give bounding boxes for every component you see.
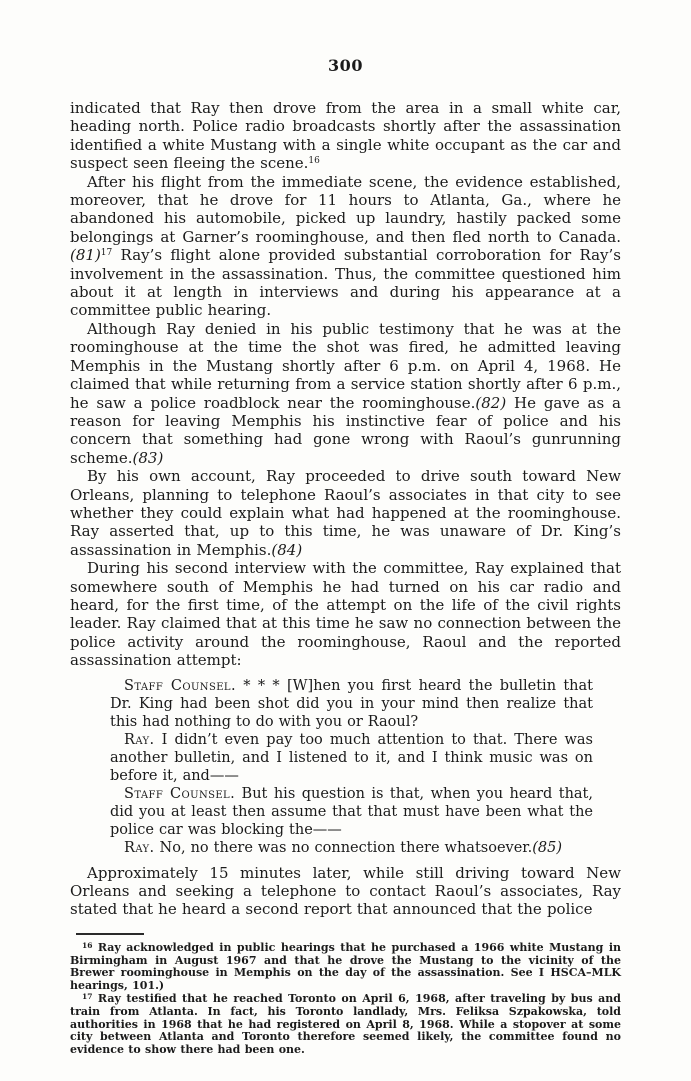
paragraph-drive-to-new-orleans xyxy=(70,467,621,559)
paragraph-text: By his own account, Ray proceeded to drive south toward New Orleans, planning to telephone Raoul’s associates in that city to see whether they could explain what had happened at the roominghouse. Ray asserted that, up to this time, he was unaware of Dr. King’s assassination in Memphis. xyxy=(70,467,621,559)
paragraph-second-interview xyxy=(70,559,621,669)
quote-text: * * * [W]hen you first heard the bulletin that Dr. King had been shot did you in your mind then realize that this had nothing to do with you or Raoul? xyxy=(110,677,593,730)
speaker-label: Staff Counsel. xyxy=(124,677,236,694)
page-number: 300 xyxy=(328,56,363,75)
quote-text: I didn’t even pay too much attention to that. There was another bulletin, and I listened to it, and I think music was on before it, and—— xyxy=(110,731,593,784)
citation-ref-84: (84) xyxy=(271,540,303,559)
quote-ray-answer-2 xyxy=(110,839,593,857)
paragraph-fifteen-minutes-later xyxy=(70,864,621,919)
footnote-16 xyxy=(70,942,621,993)
paragraph-denied-testimony xyxy=(70,320,621,467)
paragraph-text: indicated that Ray then drove from the area in a small white car, heading north. Police radio broadcasts shortly after the assassination identified a white Mustang with a single white occupant as the car and suspect seen fleeing the scene. xyxy=(70,99,621,173)
footnote-16-marker: 16 xyxy=(82,940,93,950)
speaker-label: Ray. xyxy=(124,839,155,856)
paragraph-text: After his flight from the immediate scene, the evidence established, moreover, that he drove for 11 hours to Atlanta, Ga., where he abandoned his automobile, picked up laundry, hastily packed some belongings at Garner’s roominghouse, and then fled north to Canada. xyxy=(70,172,621,246)
citation-ref-85: (85) xyxy=(532,839,563,856)
quote-staff-counsel-question-2 xyxy=(110,785,593,839)
paragraph-continued-from-previous-page xyxy=(70,99,621,173)
paragraph-text: Although Ray denied in his public testimony that he was at the roominghouse at the time the shot was fired, he admitted leaving Memphis in the Mustang shortly after 6 p.m. on April 4, 1968. He claimed that while returning from a service station shortly after 6 p.m., he saw a police roadblock near the roominghouse. xyxy=(70,319,621,412)
speaker-label: Ray. xyxy=(124,731,155,748)
footnote-17-marker: 17 xyxy=(82,992,93,1001)
paragraph-text: Approximately 15 minutes later, while still driving toward New Orleans and seeking a telephone to contact Raoul’s associates, Ray stated that he heard a second report that announced that the police xyxy=(70,863,621,919)
paragraph-flight-to-atlanta xyxy=(70,173,621,320)
testimony-quote-block xyxy=(110,677,593,857)
quote-text: But his question is that, when you heard that, did you at least then assume that that must have been what the police car was blocking the—— xyxy=(110,785,593,838)
citation-ref-83: (83) xyxy=(132,448,164,467)
footnote-separator xyxy=(76,933,144,935)
quote-text: No, no there was no connection there whatsoever. xyxy=(154,839,533,856)
citation-ref-82: (82) xyxy=(475,393,507,412)
paragraph-text: During his second interview with the committee, Ray explained that somewhere south of Memphis he had turned on his car radio and heard, for the first time, of the attempt on the life of the civil rights leader. Ray claimed that at this time he saw no connection between the police activity around the roominghouse, Raoul and the reported assassination attempt: xyxy=(70,559,621,670)
speaker-label: Staff Counsel. xyxy=(124,785,236,802)
quote-staff-counsel-question-1 xyxy=(110,677,593,731)
quote-ray-answer-1 xyxy=(110,731,593,785)
footnote-marker-17: 17 xyxy=(100,248,113,259)
footnote-text: Ray acknowledged in public hearings that he purchased a 1966 white Mustang in Birmingham in August 1967 and that he drove the Mustang to the vicinity of the Brewer roominghouse in Memphis on the day of the assassination. See I HSCA–MLK hearings, 101.) xyxy=(70,940,621,993)
citation-ref-81: (81) xyxy=(70,246,101,265)
footnote-17 xyxy=(70,993,621,1057)
paragraph-text: He gave as a reason for leaving Memphis his instinctive fear of police and his concern that something had gone wrong with Raoul’s gunrunning scheme. xyxy=(70,393,621,467)
text-block xyxy=(70,99,621,919)
footnote-text: Ray testified that he reached Toronto on April 6, 1968, after traveling by bus and train from Atlanta. In fact, his Toronto landlady, Mrs. Feliksa Szpakowska, told authorities in 1968 that he had registered on April 8, 1968. While a stopover at some city between Atlanta and Toronto therefore seemed likely, the committee found no evidence to show there had been one. xyxy=(70,992,621,1057)
paragraph-text: Ray’s flight alone provided substantial corroboration for Ray’s involvement in the assassination. Thus, the committee questioned him about it at length in interviews and during his appearance at a committee public hearing. xyxy=(70,246,621,320)
footnote-marker-16: 16 xyxy=(308,156,320,167)
footnotes-block xyxy=(70,942,621,1057)
